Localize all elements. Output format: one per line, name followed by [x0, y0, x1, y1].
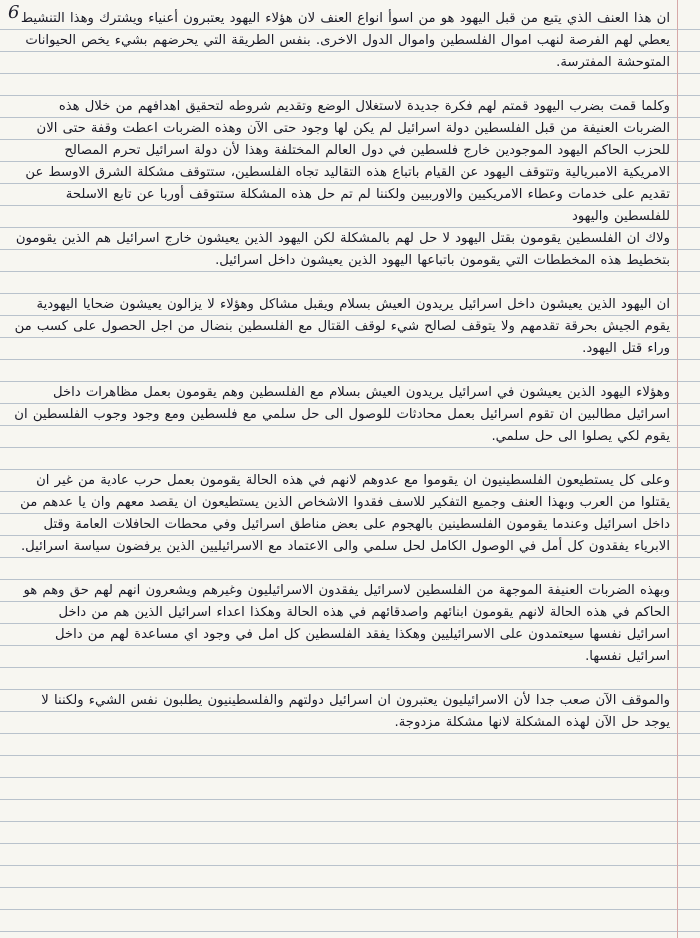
paragraph: وبهذه الضربات العنيفة الموجهة من الفلسطين لاسرائيل يفقدون الاسرائيليون وغيرهم ويشعرون انهم لهم حق وهم هو الحاكم في هذه الحالة لانهم يقومون ابنائهم واصدقائهم في هذه الحالة وهكذا اعداء اسرائيل الذين هم من داخل اسرائيل نفسها سيعتمدون على الاسرائيليين وهكذا يفقد الفلسطين كل امل في وجود اي مساعدة لهم من داخل اسرائيل نفسها. — [23, 583, 670, 664]
page-number: 6 — [8, 2, 20, 23]
paragraph: وكلما قمت بضرب اليهود قمتم لهم فكرة جديدة لاستغلال الوضع وتقديم شروطه لتحقيق اهدافهم من خلال هذه الضربات العنيفة من قبل الفلسطين دولة اسرائيل لم يكن لها وجود حتى الآن وهذه الضربات اعطت وقفة حتى الان للحزب الحاكم اليهود الموجودين خارج فلسطين في دول العالم المختلفة وهذا لأن دولة اسرائيل تحرم المصالح الامريكية الامبريالية وتتوقف اليهود عن القيام باتباع هذه التقاليد تجاه الفلسطين، ستتوقف مشكلة الشرق الاوسط عن تقديم على خدمات وعطاء الامريكيين والاوربيين ولكننا لم تم حل هذه المشكلة ستتوقف أوربا عن تابع الاسلحة للفلسطين واليهود — [25, 99, 670, 224]
paragraph: ان هذا العنف الذي يتبع من قبل اليهود هو من اسوأ انواع العنف لان هؤلاء اليهود يعتبرون أعنياء ويشترك وهذا التنشيط يعطي لهم الفرصة لنهب اموال الفلسطين واموال الدول الاخرى. بنفس الطريقة التي يحرضهم بشيء يخص الحيوانات المتوحشة المفترسة. — [20, 11, 670, 70]
paragraph: ولاك ان الفلسطين يقومون بقتل اليهود لا حل لهم بالمشكلة لكن اليهود الذين يعيشون خارج اسرائيل هم الذين يقومون بتخطيط هذه المخططات التي يقومون باتباعها اليهود الذين يعيشون داخل اسرائيل. — [15, 231, 670, 268]
paragraph: والموقف الآن صعب جدا لأن الاسرائيليون يعتبرون ان اسرائيل دولتهم والفلسطينيون يطلبون نفس الشيء ولكننا لا يوجد حل الآن لهذه المشكلة لانها مشكلة مزدوجة. — [41, 693, 670, 730]
paragraph: ان اليهود الذين يعيشون داخل اسرائيل يريدون العيش بسلام ويقبل مشاكل وهؤلاء لا يزالون يعيشون ضحايا اليهودية يقوم الجيش بحرقة تقدمهم ولا يتوقف لصالح شيء لوقف القتال مع الفلسطين بنضال من اجل الحصول على كسب من وراء قتل اليهود. — [14, 297, 670, 356]
handwritten-text — [14, 8, 670, 734]
paragraph: وهؤلاء اليهود الذين يعيشون في اسرائيل يريدون العيش بسلام مع الفلسطين وهم يقومون بعمل مظاهرات داخل اسرائيل مطالبين ان تقوم اسرائيل بعمل محادثات للوصول الى حل سلمي مع فلسطين ومع وجود وجوب الفلسطين ان يقوم لكي يصلوا الى حل سلمي. — [14, 385, 670, 444]
margin-line — [677, 0, 678, 938]
paragraph: وعلى كل يستطيعون الفلسطينيون ان يقوموا مع عدوهم لانهم في هذه الحالة يقومون بعمل حرب عادية من غير ان يقتلوا من العرب وبهذا العنف وجميع التفكير للاسف فقدوا الاشخاص الذين يستطيعون ان يقصد معهم وان يا عدهم من داخل اسرائيل وعندما يقومون الفلسطينين بالهجوم على بعض مناطق اسرائيل وفي محطات الحافلات العامة وقتل الابرياء يفقدون كل أمل في الوصول الكامل لحل سلمي والى الاعتماد مع الاسرائيليين الذين يرفضون سياسة اسرائيل. — [20, 473, 670, 554]
